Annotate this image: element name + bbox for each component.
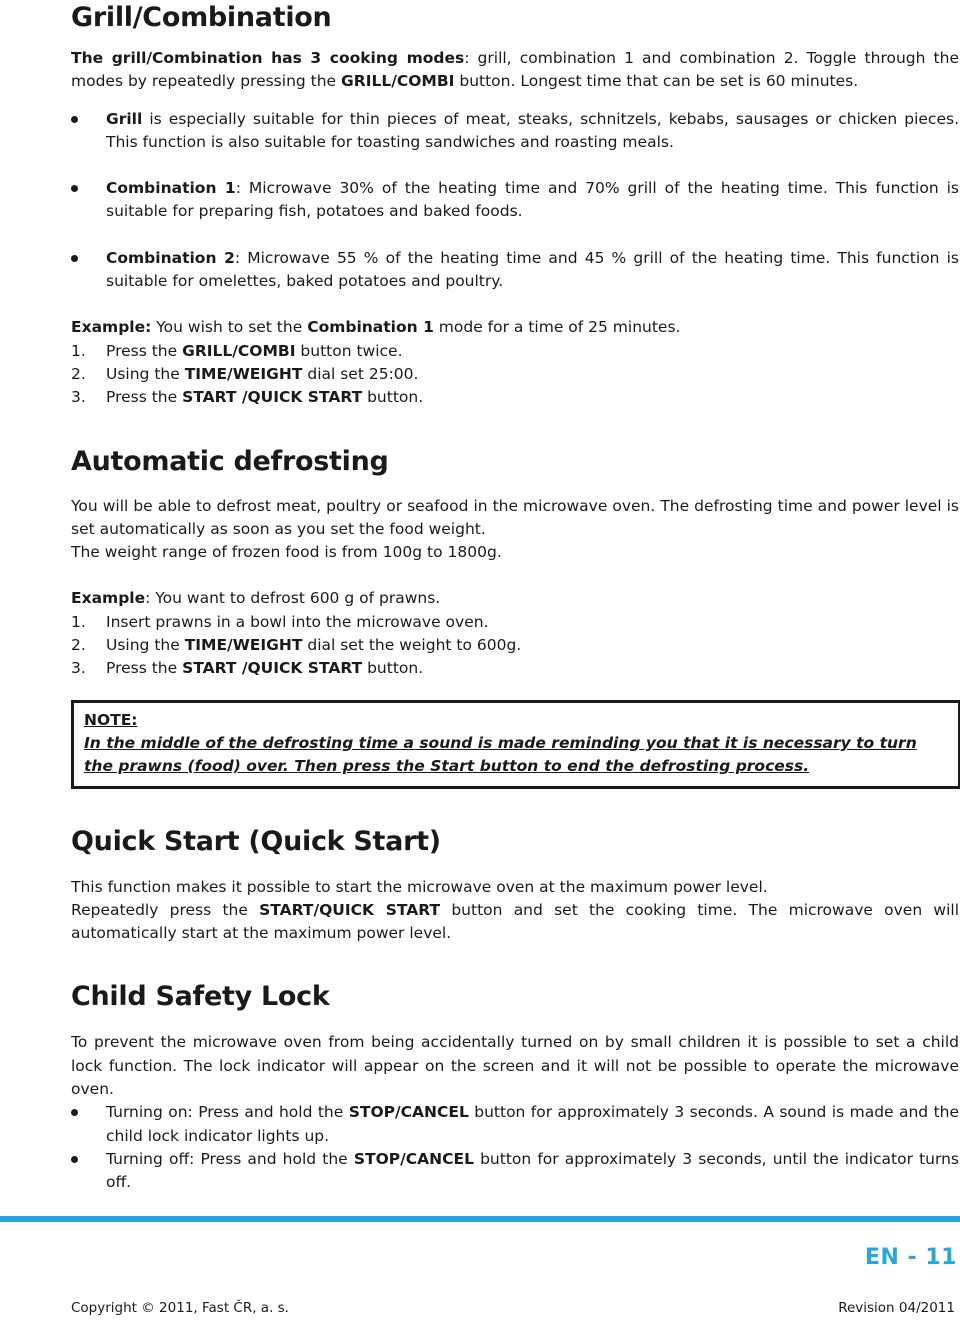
defrost-example: Example: You want to defrost 600 g of prawns. <box>71 589 441 608</box>
defrost-weight-range: The weight range of frozen food is from 100g to 1800g. <box>71 543 502 562</box>
child-lock-list <box>71 1101 959 1194</box>
bullet-icon <box>71 116 78 123</box>
bullet-icon <box>71 185 78 192</box>
section-title-grill: Grill/Combination <box>71 2 332 33</box>
list-item: Turning on: Press and hold the STOP/CANCEL button for approximately 3 seconds. A sound is made and the child lock indicator lights up. <box>71 1101 959 1148</box>
list-item: Combination 2: Microwave 55 % of the heating time and 45 % grill of the heating time. This function is suitable for omelettes, baked potatoes and poultry. <box>71 247 959 294</box>
list-item: 2. Using the TIME/WEIGHT dial set the weight to 600g. <box>71 636 522 655</box>
list-item: 2. Using the TIME/WEIGHT dial set 25:00. <box>71 364 419 383</box>
grill-steps <box>71 340 959 410</box>
section-title-child-lock: Child Safety Lock <box>71 981 330 1013</box>
grill-example: Example: You wish to set the Combination 1 mode for a time of 25 minutes. <box>71 318 681 337</box>
section-title-defrost: Automatic defrosting <box>71 445 389 477</box>
list-item: 1. Press the GRILL/COMBI button twice. <box>71 341 403 360</box>
list-item: 1. Insert prawns in a bowl into the microwave oven. <box>71 612 489 631</box>
footer-divider <box>0 1216 960 1222</box>
page-number: EN - 11 <box>864 1245 957 1270</box>
bullet-icon <box>71 1156 78 1163</box>
grill-intro: The grill/Combination has 3 cooking modes: grill, combination 1 and combination 2. Toggle through the modes by repeatedly pressing the GRILL/COMBI button. Longest time that can be set is 60 minutes. <box>71 49 959 91</box>
copyright: Copyright © 2011, Fast ČR, a. s. <box>71 1300 289 1316</box>
document-page <box>71 0 959 1195</box>
defrost-steps <box>71 611 959 681</box>
quick-start-instructions: Repeatedly press the START/QUICK START button and set the cooking time. The microwave oven will automatically start at the maximum power level. <box>71 900 960 943</box>
bullet-icon <box>71 255 78 262</box>
bullet-icon <box>71 1109 78 1116</box>
note-body: In the middle of the defrosting time a sound is made reminding you that it is necessary to turn the prawns (food) over. Then press the Start button to end the defrosting process. <box>84 733 917 776</box>
note-box <box>71 700 960 789</box>
defrost-paragraph: You will be able to defrost meat, poultry or seafood in the microwave oven. The defrosting time and power level is set automatically as soon as you set the food weight. <box>71 496 959 538</box>
section-title-quick-start: Quick Start (Quick Start) <box>71 825 441 857</box>
list-item: 3. Press the START /QUICK START button. <box>71 388 424 407</box>
quick-start-paragraph: This function makes it possible to start the microwave oven at the maximum power level. <box>71 877 768 896</box>
child-lock-paragraph: To prevent the microwave oven from being accidentally turned on by small children it is possible to set a child lock function. The lock indicator will appear on the screen and it will not be possible to operate the microwave oven. <box>71 1033 959 1099</box>
list-item: Combination 1: Microwave 30% of the heating time and 70% grill of the heating time. This function is suitable for preparing fish, potatoes and baked foods. <box>71 177 959 224</box>
note-title: NOTE: <box>84 710 138 729</box>
list-item: Turning off: Press and hold the STOP/CANCEL button for approximately 3 seconds, until the indicator turns off. <box>71 1148 959 1195</box>
footer <box>71 1300 955 1316</box>
grill-modes-list <box>71 108 959 294</box>
list-item: 3. Press the START /QUICK START button. <box>71 659 424 678</box>
list-item: Grill is especially suitable for thin pieces of meat, steaks, schnitzels, kebabs, sausages or chicken pieces. This function is also suitable for toasting sandwiches and roasting meals. <box>71 108 959 155</box>
revision: Revision 04/2011 <box>838 1300 955 1316</box>
